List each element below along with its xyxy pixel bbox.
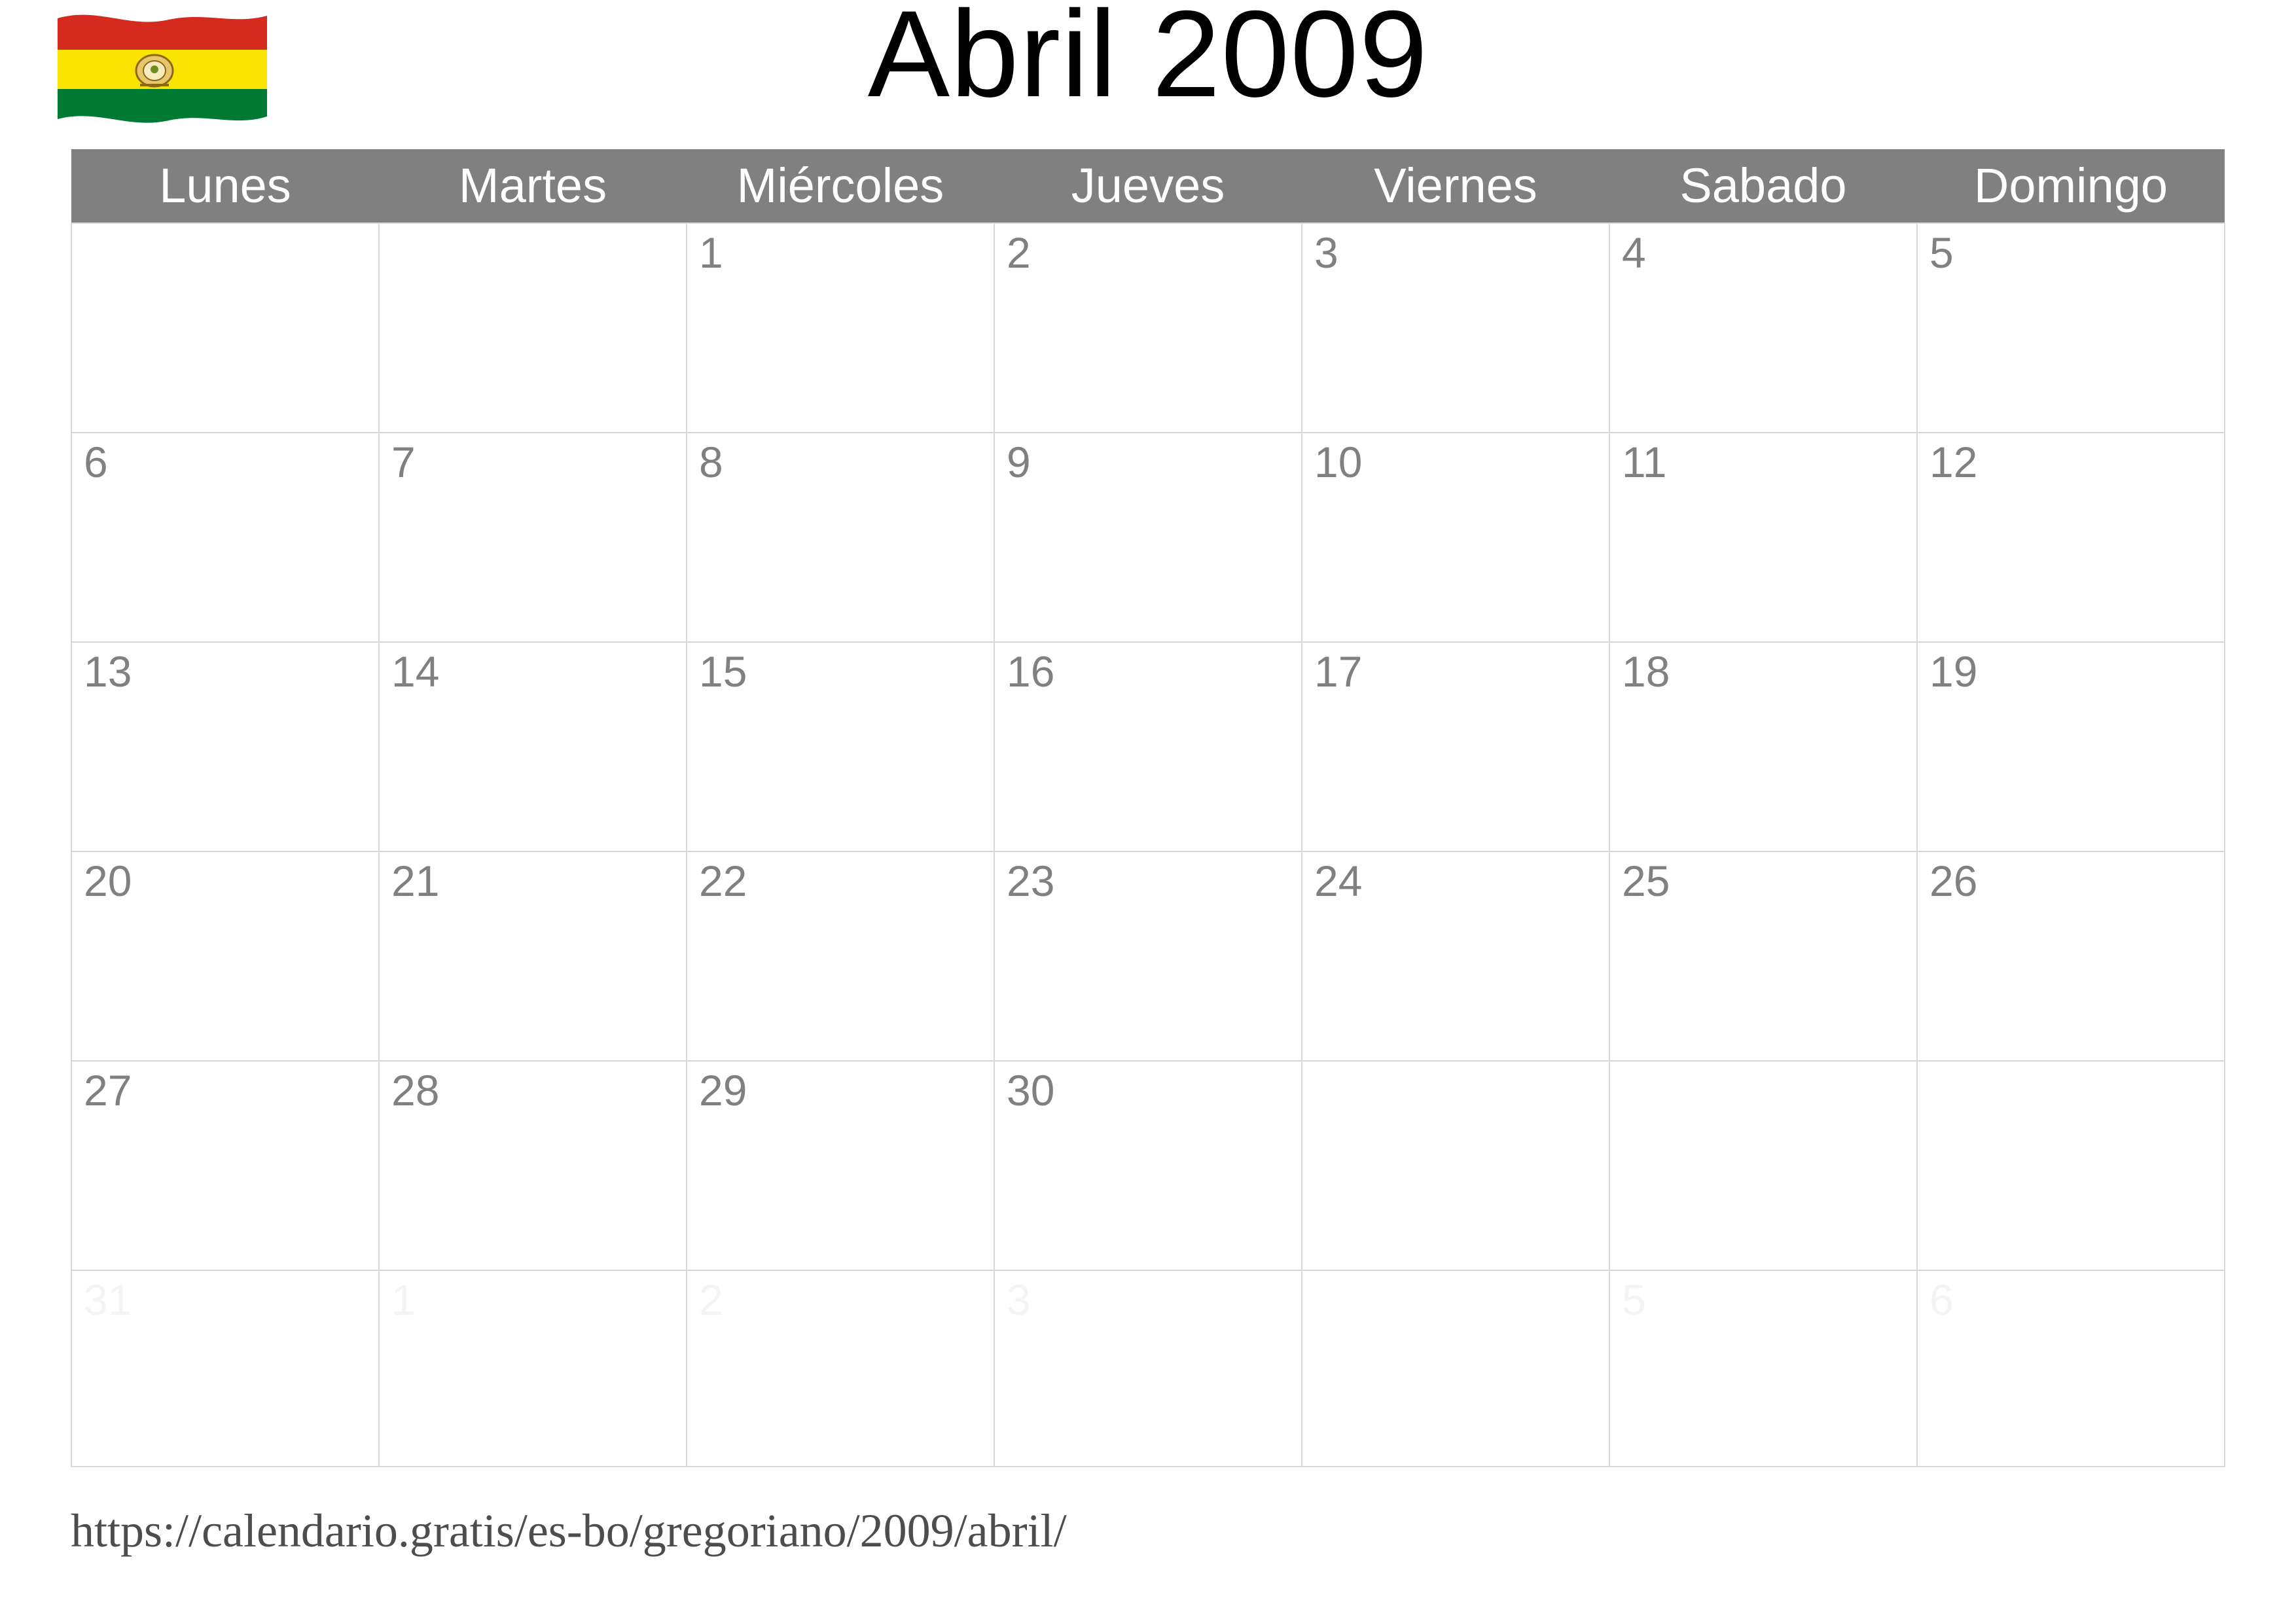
calendar-day-cell[interactable] xyxy=(1302,851,1609,1061)
day-number: 3 xyxy=(1314,228,1338,277)
calendar-day-cell[interactable] xyxy=(1609,642,1917,851)
calendar-day-cell[interactable] xyxy=(1302,223,1609,433)
calendar-day-cell[interactable] xyxy=(687,1061,994,1270)
calendar-week-row xyxy=(71,433,2225,642)
day-number: 20 xyxy=(84,857,132,905)
calendar-day-cell[interactable] xyxy=(994,433,1302,642)
day-number: 3 xyxy=(1007,1275,1031,1324)
day-number: 5 xyxy=(1929,228,1954,277)
calendar-day-cell[interactable] xyxy=(1302,433,1609,642)
day-number: 8 xyxy=(699,438,723,486)
calendar-day-cell[interactable] xyxy=(379,1061,687,1270)
day-number: 1 xyxy=(699,228,723,277)
calendar-day-cell[interactable] xyxy=(687,851,994,1061)
calendar-day-cell[interactable] xyxy=(1917,1061,2225,1270)
day-number: 12 xyxy=(1929,438,1978,486)
calendar-day-cell[interactable] xyxy=(1609,223,1917,433)
day-number: 2 xyxy=(699,1275,723,1324)
day-number: 31 xyxy=(84,1275,132,1324)
calendar-day-cell[interactable] xyxy=(687,1270,994,1467)
day-number: 21 xyxy=(391,857,440,905)
calendar-week-row xyxy=(71,1061,2225,1270)
weekday-header-friday: Viernes xyxy=(1302,149,1609,223)
day-number: 18 xyxy=(1622,647,1670,696)
calendar-day-cell[interactable] xyxy=(1302,642,1609,851)
day-number: 7 xyxy=(391,438,416,486)
day-number: 22 xyxy=(699,857,747,905)
calendar-day-cell[interactable] xyxy=(994,1270,1302,1467)
calendar-day-cell[interactable] xyxy=(1609,851,1917,1061)
page-title: Abril 2009 xyxy=(867,0,1429,122)
calendar-day-cell[interactable] xyxy=(71,851,379,1061)
calendar-day-cell[interactable] xyxy=(1917,851,2225,1061)
day-number: 10 xyxy=(1314,438,1363,486)
day-number: 28 xyxy=(391,1066,440,1115)
calendar-day-cell[interactable] xyxy=(687,433,994,642)
calendar-week-row-overflow xyxy=(71,1270,2225,1467)
day-number: 24 xyxy=(1314,857,1363,905)
day-number: 2 xyxy=(1007,228,1031,277)
calendar-day-cell[interactable] xyxy=(1609,433,1917,642)
calendar-day-cell[interactable] xyxy=(71,433,379,642)
calendar-day-cell[interactable] xyxy=(994,851,1302,1061)
calendar-day-cell[interactable] xyxy=(687,642,994,851)
calendar-table xyxy=(71,149,2225,1467)
calendar-day-cell[interactable] xyxy=(687,223,994,433)
day-number: 6 xyxy=(1929,1275,1954,1324)
calendar-week-row xyxy=(71,851,2225,1061)
day-number: 11 xyxy=(1622,438,1667,486)
calendar-day-cell[interactable] xyxy=(379,642,687,851)
day-number: 4 xyxy=(1622,228,1646,277)
calendar-day-cell[interactable] xyxy=(1917,433,2225,642)
page-header xyxy=(0,0,2296,141)
weekday-header-sunday: Domingo xyxy=(1917,149,2225,223)
day-number: 19 xyxy=(1929,647,1978,696)
day-number: 1 xyxy=(391,1275,416,1324)
calendar-week-row xyxy=(71,223,2225,433)
calendar-day-cell[interactable] xyxy=(1917,1270,2225,1467)
calendar-day-cell[interactable] xyxy=(71,1270,379,1467)
calendar-day-cell[interactable] xyxy=(379,851,687,1061)
calendar-week-row xyxy=(71,642,2225,851)
calendar-day-cell[interactable] xyxy=(1917,642,2225,851)
day-number: 26 xyxy=(1929,857,1978,905)
day-number: 23 xyxy=(1007,857,1055,905)
day-number: 30 xyxy=(1007,1066,1055,1115)
calendar-day-cell[interactable] xyxy=(994,1061,1302,1270)
day-number: 9 xyxy=(1007,438,1031,486)
day-number: 27 xyxy=(84,1066,132,1115)
weekday-header-wednesday: Miércoles xyxy=(687,149,994,223)
day-number: 6 xyxy=(84,438,108,486)
calendar-day-cell[interactable] xyxy=(1609,1061,1917,1270)
calendar-day-cell[interactable] xyxy=(1302,1061,1609,1270)
calendar-day-cell[interactable] xyxy=(379,223,687,433)
day-number: 29 xyxy=(699,1066,747,1115)
calendar-day-cell[interactable] xyxy=(1609,1270,1917,1467)
day-number: 5 xyxy=(1622,1275,1646,1324)
day-number: 17 xyxy=(1314,647,1363,696)
calendar-day-cell[interactable] xyxy=(71,223,379,433)
calendar-day-cell[interactable] xyxy=(379,433,687,642)
calendar-day-cell[interactable] xyxy=(1917,223,2225,433)
source-url[interactable]: https://calendario.gratis/es-bo/gregoriano/2009/abril/ xyxy=(71,1505,1067,1557)
calendar-day-cell[interactable] xyxy=(71,1061,379,1270)
calendar-day-cell[interactable] xyxy=(71,642,379,851)
day-number: 15 xyxy=(699,647,747,696)
weekday-header-monday: Lunes xyxy=(71,149,379,223)
weekday-header-saturday: Sabado xyxy=(1609,149,1917,223)
day-number: 13 xyxy=(84,647,132,696)
day-number: 25 xyxy=(1622,857,1670,905)
calendar-day-cell[interactable] xyxy=(994,223,1302,433)
day-number: 14 xyxy=(391,647,440,696)
day-number: 16 xyxy=(1007,647,1055,696)
calendar-header-row xyxy=(71,149,2225,223)
calendar-day-cell[interactable] xyxy=(379,1270,687,1467)
weekday-header-tuesday: Martes xyxy=(379,149,687,223)
calendar-day-cell[interactable] xyxy=(994,642,1302,851)
weekday-header-thursday: Jueves xyxy=(994,149,1302,223)
calendar-day-cell[interactable] xyxy=(1302,1270,1609,1467)
